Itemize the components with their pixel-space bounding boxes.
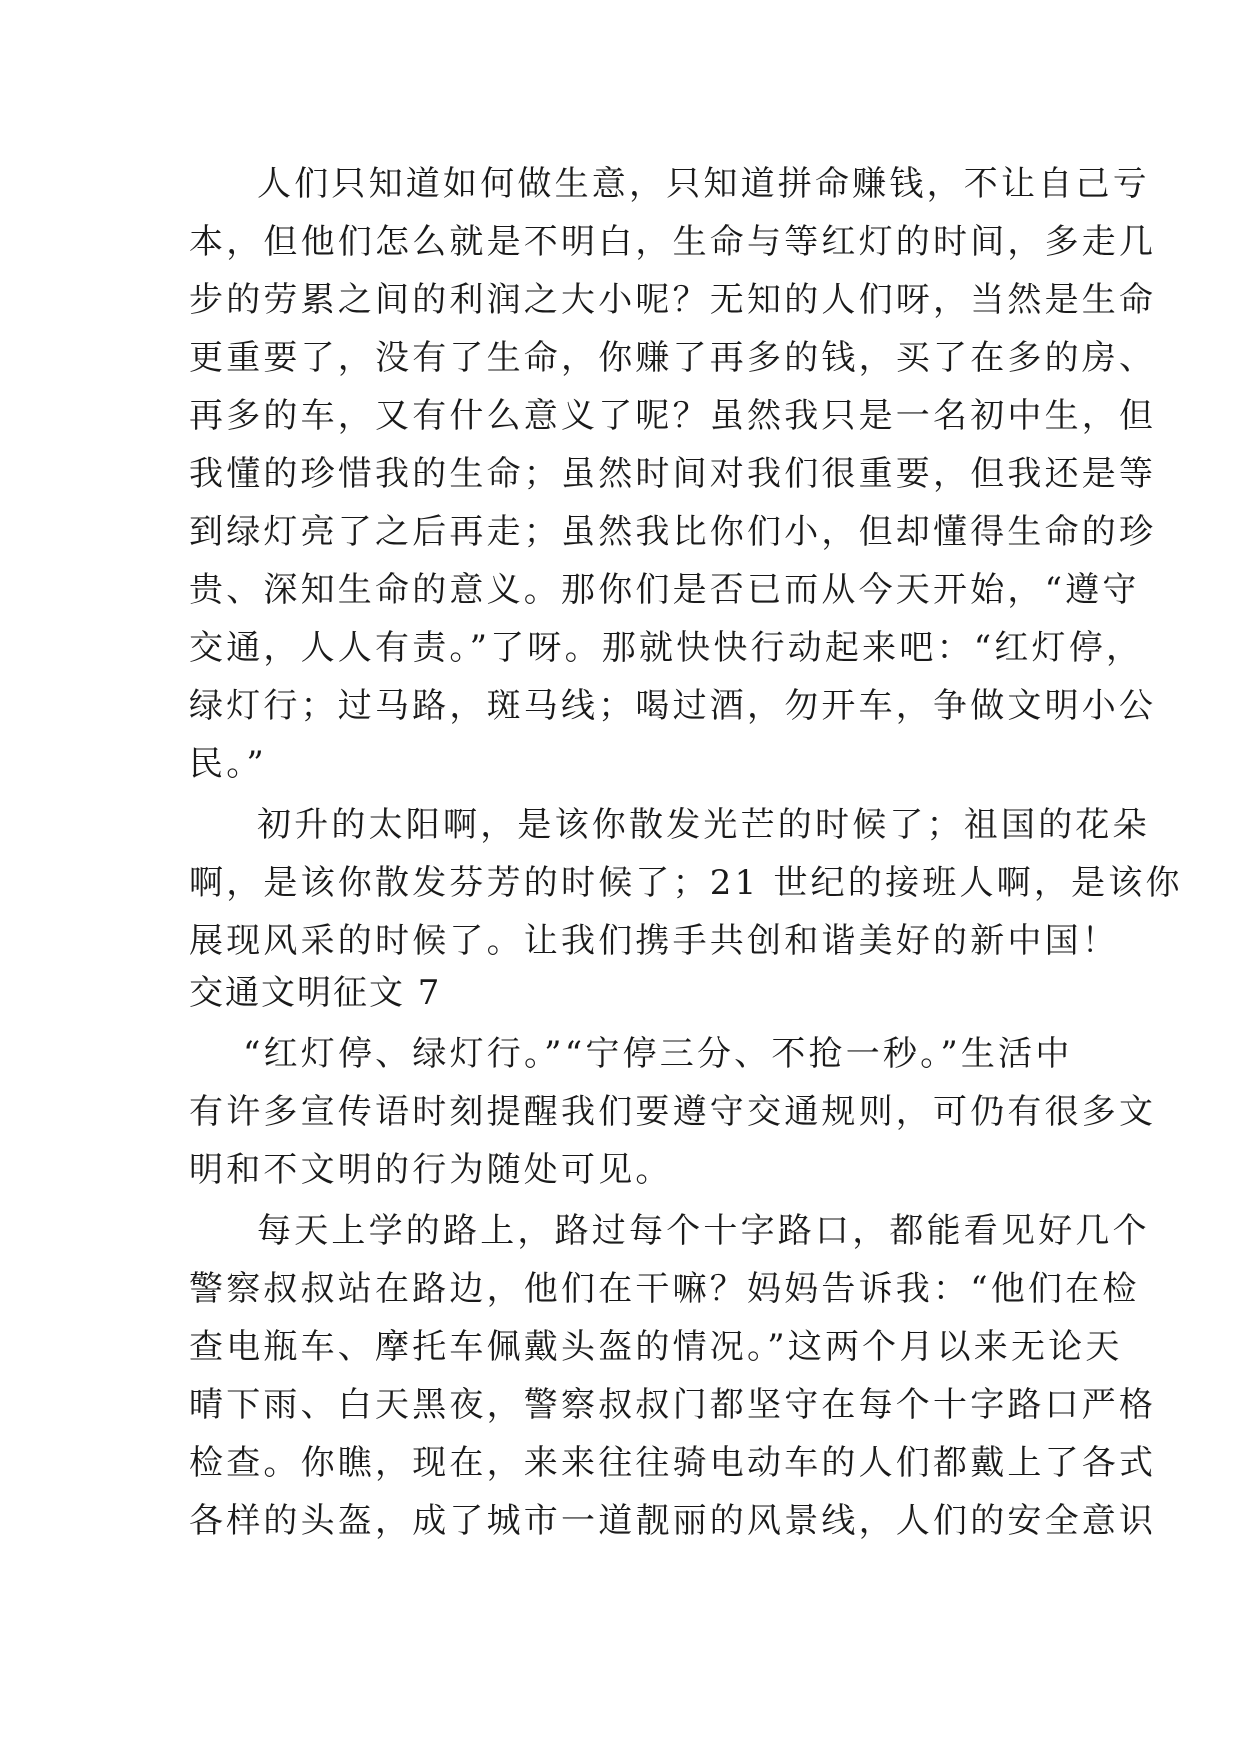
paragraph-line: 再多的车，又有什么意义了呢？虽然我只是一名初中生，但 [189,396,1157,436]
paragraph-line: 民。” [189,744,267,784]
paragraph-line: 晴下雨、白天黑夜，警察叔叔门都坚守在每个十字路口严格 [189,1385,1157,1425]
paragraph-line: 交通，人人有责。”了呀。那就快快行动起来吧：“红灯停， [189,628,1144,668]
paragraph-line: 更重要了，没有了生命，你赚了再多的钱，买了在多的房、 [189,338,1157,378]
paragraph-line: 各样的头盔，成了城市一道靓丽的风景线，人们的安全意识 [189,1501,1157,1541]
paragraph-line: 检查。你瞧，现在，来来往往骑电动车的人们都戴上了各式 [189,1443,1157,1483]
paragraph-line: 我懂的珍惜我的生命；虽然时间对我们很重要，但我还是等 [189,454,1157,494]
paragraph-line: 绿灯行；过马路，斑马线；喝过酒，勿开车，争做文明小公 [189,686,1157,726]
paragraph-line: 展现风采的时候了。让我们携手共创和谐美好的新中国！ [189,921,1119,961]
paragraph-line: 查电瓶车、摩托车佩戴头盔的情况。”这两个月以来无论天 [189,1327,1123,1367]
paragraph-line: 到绿灯亮了之后再走；虽然我比你们小，但却懂得生命的珍 [189,512,1157,552]
paragraph-line: 贵、深知生命的意义。那你们是否已而从今天开始，“遵守 [189,570,1140,610]
paragraph-line: 人们只知道如何做生意，只知道拼命赚钱，不让自己亏 [257,164,1150,204]
paragraph-line: 明和不文明的行为随处可见。 [189,1150,673,1190]
paragraph-line: “红灯停、绿灯行。”“宁停三分、不抢一秒。”生活中 [243,1034,1073,1074]
paragraph-line: 初升的太阳啊，是该你散发光芒的时候了；祖国的花朵 [257,805,1150,845]
paragraph-line: 警察叔叔站在路边，他们在干嘛？妈妈告诉我：“他们在检 [189,1269,1140,1309]
paragraph-line: 有许多宣传语时刻提醒我们要遵守交通规则，可仍有很多文 [189,1092,1157,1132]
paragraph-line: 啊，是该你散发芬芳的时候了；21 世纪的接班人啊，是该你 [189,863,1183,903]
paragraph-line: 每天上学的路上，路过每个十字路口，都能看见好几个 [257,1211,1150,1251]
section-heading: 交通文明征文 7 [189,973,442,1013]
paragraph-line: 步的劳累之间的利润之大小呢？无知的人们呀，当然是生命 [189,280,1157,320]
paragraph-line: 本，但他们怎么就是不明白，生命与等红灯的时间，多走几 [189,222,1157,262]
